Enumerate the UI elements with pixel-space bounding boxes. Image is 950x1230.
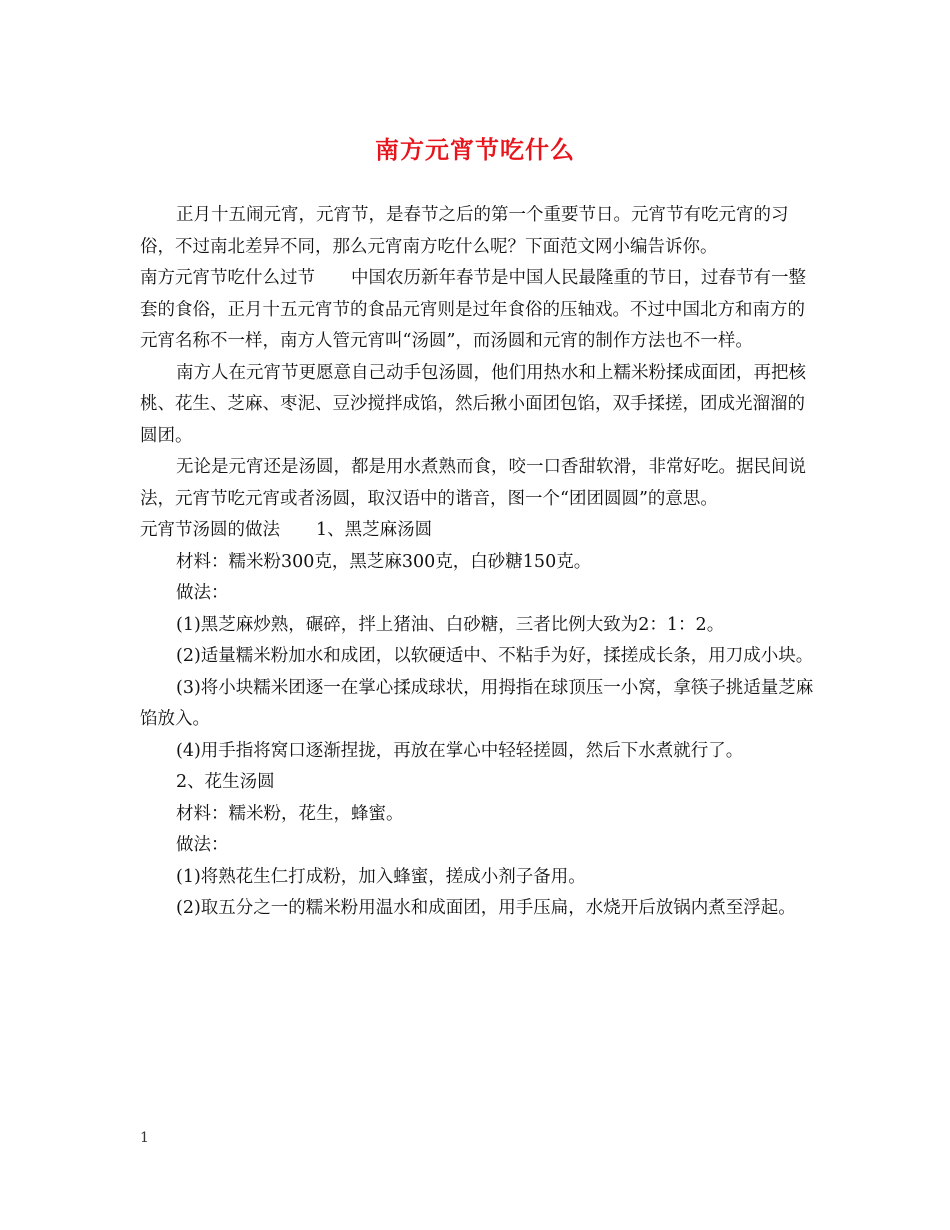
section-text: 1、黑芝麻汤圆 bbox=[316, 520, 433, 540]
step-paragraph: (2)取五分之一的糯米粉用温水和成面团，用手压扁，水烧开后放锅内煮至浮起。 bbox=[176, 898, 796, 918]
intro-paragraph: 正月十五闹元宵，元宵节，是春节之后的第一个重要节日。元宵节有吃元宵的习俗，不过南北差异不同，那么元宵南方吃什么呢？下面范文网小编告诉你。 bbox=[140, 205, 789, 257]
step-paragraph: (4)用手指将窝口逐渐捏拢，再放在掌心中轻轻搓圆，然后下水煮就行了。 bbox=[176, 740, 744, 761]
method-label: 做法： bbox=[176, 583, 229, 603]
section-paragraph bbox=[140, 263, 816, 358]
document-title: 南方元宵节吃什么 bbox=[375, 135, 575, 164]
body-paragraph: 南方人在元宵节更愿意自己动手包汤圆，他们用热水和上糯米粉揉成面团，再把核桃、花生、芝麻、枣泥、豆沙搅拌成馅，然后揪小面团包馅，双手揉搓，团成光溜溜的圆团。 bbox=[140, 362, 806, 446]
section-text: 中国农历新年春节是中国人民最隆重的节日，过春节有一整套的食俗，正月十五元宵节的食品元宵则是过年食俗的压轴戏。不过中国北方和南方的元宵名称不一样，南方人管元宵叫“汤圆”，而汤圆和元宵的制作方法也不一样。 bbox=[140, 268, 806, 351]
body-paragraph: 无论是元宵还是汤圆，都是用水煮熟而食，咬一口香甜软滑，非常好吃。据民间说法，元宵节吃元宵或者汤圆，取汉语中的谐音，图一个“团团圆圆”的意思。 bbox=[140, 457, 806, 509]
ingredients-line: 材料：糯米粉300克，黑芝麻300克，白砂糖150克。 bbox=[176, 551, 592, 572]
document-body bbox=[140, 200, 816, 925]
section-paragraph bbox=[140, 515, 816, 547]
step-paragraph: (1)黑芝麻炒熟，碾碎，拌上猪油、白砂糖，三者比例大致为2：1：2。 bbox=[176, 614, 725, 635]
ingredients-line: 材料：糯米粉，花生，蜂蜜。 bbox=[176, 803, 404, 824]
step-paragraph: (3)将小块糯米团逐一在掌心揉成球状，用拇指在球顶压一小窝，拿筷子挑适量芝麻馅放入。 bbox=[140, 677, 814, 729]
step-paragraph: (2)适量糯米粉加水和成团，以软硬适中、不粘手为好，揉搓成长条，用刀成小块。 bbox=[176, 646, 814, 666]
section-heading: 元宵节汤圆的做法 bbox=[140, 520, 280, 540]
recipe-heading: 2、花生汤圆 bbox=[176, 772, 275, 792]
section-heading: 南方元宵节吃什么过节 bbox=[140, 268, 315, 288]
step-paragraph: (1)将熟花生仁打成粉，加入蜂蜜，搓成小剂子备用。 bbox=[176, 866, 586, 887]
method-label: 做法： bbox=[176, 835, 229, 855]
page-number: 1 bbox=[140, 1130, 149, 1146]
